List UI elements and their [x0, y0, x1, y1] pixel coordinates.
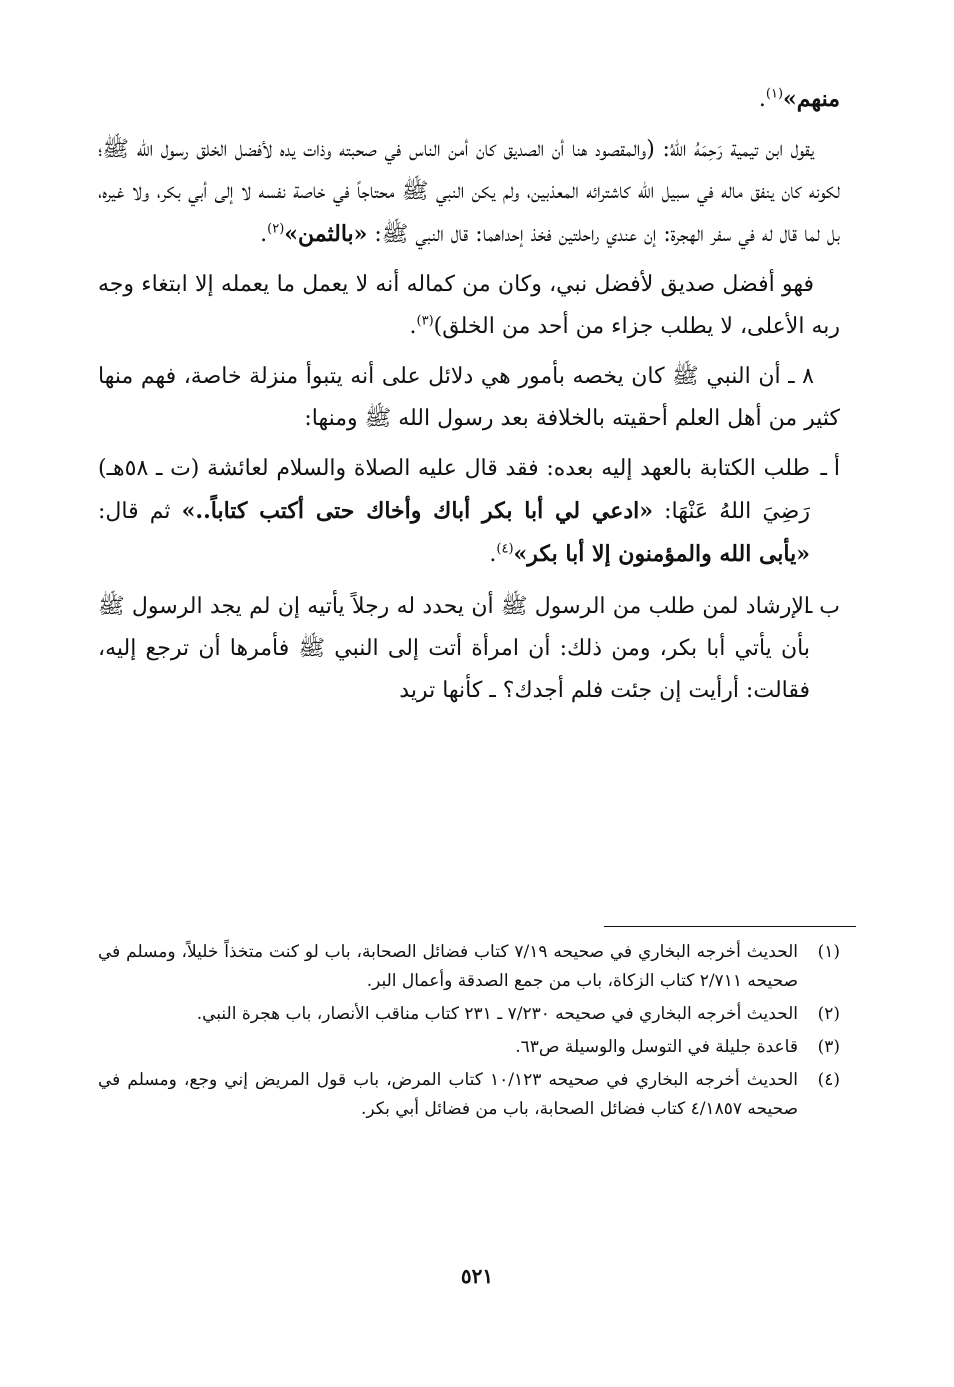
best-friend-paragraph [98, 264, 840, 348]
footnote-ref-4: (٤) [496, 541, 514, 557]
list-item-alif [98, 448, 840, 576]
list-item-alif-quote: «ادعي لي أبا بكر أباك وأخاك حتى أكتب كتاباً..» [181, 498, 653, 524]
footnote [98, 1000, 840, 1029]
footnotes [98, 938, 840, 1128]
list-marker-alif: أ ـ [820, 456, 840, 481]
footnote-text: الحديث أخرجه البخاري في صحيحه ١٠/١٢٣ كتاب المرض، باب قول المريض إني وجع، ومسلم في صحيحه ٤/١٨٥٧ كتاب فضائل الصحابة، باب من فضائل أبي بكر. [98, 1070, 798, 1119]
list-marker-ba: ب ـ [805, 594, 840, 619]
list-item-ba-text: الإرشاد لمن طلب من الرسول ﷺ أن يحدد له رجلاً يأتيه إن لم يجد الرسول ﷺ بأن يأتي أبا بكر، ومن ذلك: أن امرأة أتت إلى النبي ﷺ فأمرها أن ترجع إليه، فقالت: أرأيت إن جئت فلم أجدك؟ ـ كأنها تريد [98, 594, 810, 703]
main-text [98, 78, 840, 722]
list-item-alif-text: طلب الكتابة بالعهد إليه بعده: فقد قال عليه الصلاة والسلام لعائشة (ت ـ ٥٨هـ) رَضِيَ اللهُ عَنْهَا: [98, 456, 810, 524]
point-eight-text: ٨ ـ أن النبي ﷺ كان يخصه بأمور هي دلائل على أنه يتبوأ منزلة خاصة، فهم منها كثير من أهل العلم أحقيته بالخلافة بعد رسول الله ﷺ ومنها: [98, 364, 840, 431]
footnote [98, 938, 840, 996]
list-item-alif-tail: . [489, 542, 497, 567]
footnote-number: (٣) [817, 1037, 840, 1057]
footnote-separator [604, 926, 856, 927]
footnote-number: (٢) [817, 1004, 840, 1024]
footnote-text: الحديث أخرجه البخاري في صحيحه ٧/١٩ كتاب فضائل الصحابة، باب لو كنت متخذاً خليلاً، ومسلم في صحيحه ٢/٧١١ كتاب الزكاة، باب من جمع الصدقة وأعمال البر. [98, 942, 798, 991]
page-number: ٥٢١ [460, 1264, 494, 1288]
footnote-text: الحديث أخرجه البخاري في صحيحه ٧/٢٣٠ ـ ٢٣١ كتاب مناقب الأنصار، باب هجرة النبي. [196, 1004, 798, 1024]
point-eight-paragraph [98, 356, 840, 440]
footnote-ref-2: (٢) [267, 221, 285, 237]
footnote [98, 1033, 840, 1062]
best-friend-tail: . [409, 314, 417, 339]
ibn-taymiyyah-text: يقول ابن تيمية رَحِمَهُ اللهُ: (والمقصود هنا أن الصديق كان أمن الناس في صحبته وذات يده لأفضل الخلق رسول الله ﷺ؛ لكونه كان ينفق ماله في سبيل الله كاشترائه المعذبين، ولم يكن النبي ﷺ محتاجاً في خاصة نفسه لا إلى أبي بكر، ولا غيره، بل لما قال له في سفر الهجرة: إن عندي راحلتين فخذ إحداهما: قال النبي ﷺ: [98, 137, 840, 247]
footnote-ref-1: (١) [765, 86, 784, 102]
bil-thaman-quote: «بالثمن» [284, 221, 368, 247]
ibn-taymiyyah-tail: . [260, 222, 268, 247]
footnote [98, 1066, 840, 1124]
quote-ending-text: منهم» [783, 86, 840, 112]
footnote-text: قاعدة جليلة في التوسل والوسيلة ص٦٣. [515, 1037, 798, 1057]
list-item-alif-quote2: «يأبى الله والمؤمنون إلا أبا بكر» [513, 541, 810, 567]
best-friend-text: فهو أفضل صديق لأفضل نبي، وكان من كماله أنه لا يعمل ما يعمله إلا ابتغاء وجه ربه الأعلى، لا يطلب جزاء من أحد من الخلق) [98, 272, 840, 339]
footnote-number: (٤) [817, 1070, 840, 1090]
footnote-ref-3: (٣) [416, 313, 434, 329]
list-item-ba [98, 586, 840, 712]
footnote-number: (١) [817, 942, 840, 962]
ibn-taymiyyah-paragraph [98, 129, 840, 256]
quote-ending [98, 78, 840, 121]
list-item-alif-text2: ثم قال: [98, 499, 182, 524]
quote-ending-tail: . [758, 87, 766, 112]
